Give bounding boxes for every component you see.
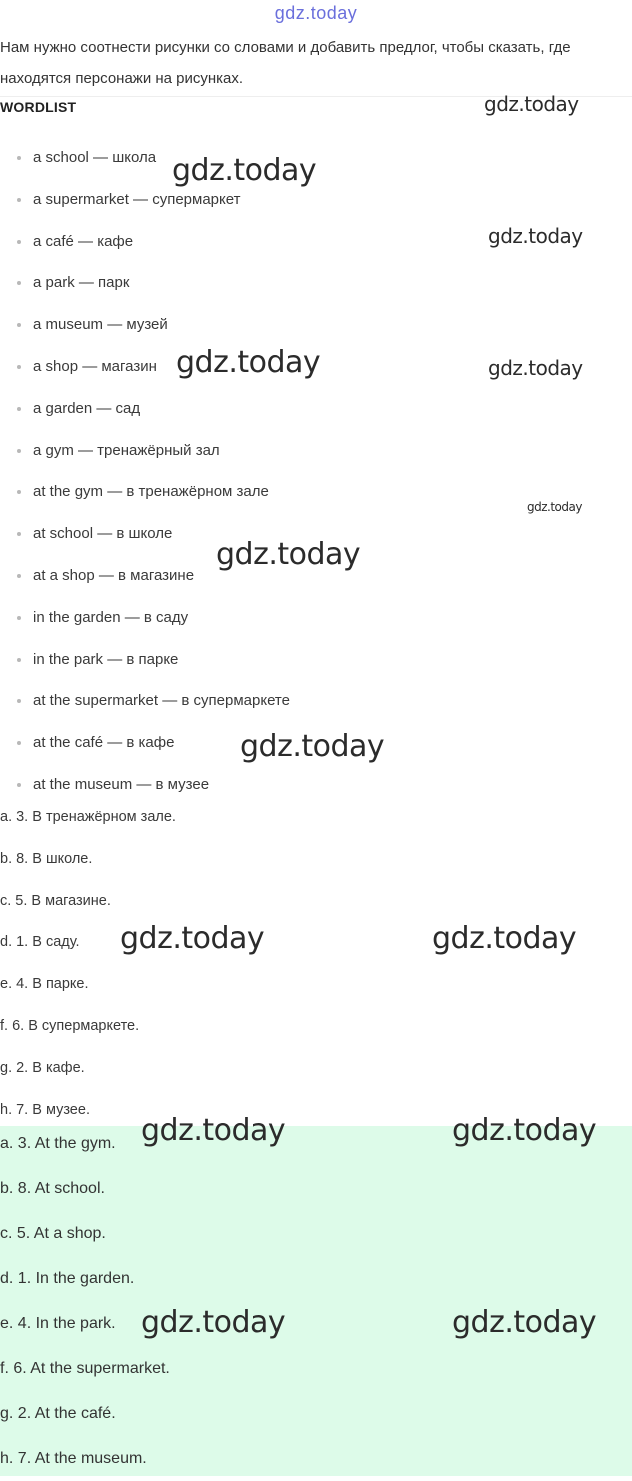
answer-item: b. 8. В школе. [0,850,93,867]
bullet-icon [17,616,21,620]
answer-item: g. 2. At the café. [0,1405,116,1422]
answer-item: c. 5. At a shop. [0,1225,106,1242]
bullet-icon [17,198,21,202]
watermark: gdz.today [176,345,321,380]
bullet-icon [17,658,21,662]
list-item: a museum — музей [0,304,290,346]
bullet-icon [17,240,21,244]
answer-item: e. 4. В парке. [0,976,89,993]
watermark: gdz.today [240,729,385,764]
watermark: gdz.today [172,153,317,188]
list-item: at the gym — в тренажёрном зале [0,471,290,513]
bullet-icon [17,365,21,369]
list-item: at the museum — в музее [0,764,290,806]
bullet-icon [17,532,21,536]
bullet-icon [17,449,21,453]
answer-item: b. 8. At school. [0,1180,105,1197]
list-item: at school — в школе [0,513,290,555]
answer-item: a. 3. At the gym. [0,1135,116,1152]
bullet-icon [17,574,21,578]
answer-item: g. 2. В кафе. [0,1059,85,1076]
task-intro-text: Нам нужно соотнести рисунки со словами и добавить предлог, чтобы сказать, где находятся персонажи на рисунках. [0,39,571,87]
list-item: a park — парк [0,262,290,304]
answer-item: f. 6. At the supermarket. [0,1360,170,1377]
watermark: gdz.today [488,356,583,380]
watermark: gdz.today [216,537,361,572]
watermark: gdz.today [452,1113,597,1148]
answer-item: h. 7. At the museum. [0,1450,147,1467]
bullet-icon [17,407,21,411]
list-item: a gym — тренажёрный зал [0,430,290,472]
list-item: in the garden — в саду [0,597,290,639]
watermark: gdz.today [452,1305,597,1340]
list-item: at the café — в кафе [0,722,290,764]
bullet-icon [17,156,21,160]
answer-item: f. 6. В супермаркете. [0,1017,140,1034]
answer-item: a. 3. В тренажёрном зале. [0,809,176,825]
watermark: gdz.today [120,921,265,956]
answers-russian [0,797,176,1131]
wordlist [0,137,290,806]
bullet-icon [17,741,21,745]
watermark: gdz.today [141,1113,286,1148]
answer-item: d. 1. In the garden. [0,1270,135,1287]
watermark: gdz.today [484,92,579,116]
watermark: gdz.today [527,500,582,514]
answers-english [0,1121,170,1481]
answer-item: h. 7. В музее. [0,1101,90,1118]
list-item: at a shop — в магазине [0,555,290,597]
list-item: a school — школа [0,137,290,179]
watermark: gdz.today [432,921,577,956]
bullet-icon [17,490,21,494]
list-item: a café — кафе [0,221,290,263]
bullet-icon [17,783,21,787]
list-item: a supermarket — супермаркет [0,179,290,221]
bullet-icon [17,699,21,703]
watermark: gdz.today [141,1305,286,1340]
answer-item: c. 5. В магазине. [0,892,111,909]
site-logo[interactable]: gdz.today [274,3,358,23]
answer-item: e. 4. In the park. [0,1315,116,1332]
answer-item: d. 1. В саду. [0,934,80,951]
wordlist-title: WORDLIST [0,99,77,115]
watermark: gdz.today [488,224,583,248]
bullet-icon [17,323,21,327]
list-item: a shop — магазин [0,346,290,388]
bullet-icon [17,281,21,285]
list-item: at the supermarket — в супермаркете [0,680,290,722]
list-item: a garden — сад [0,388,290,430]
list-item: in the park — в парке [0,639,290,681]
